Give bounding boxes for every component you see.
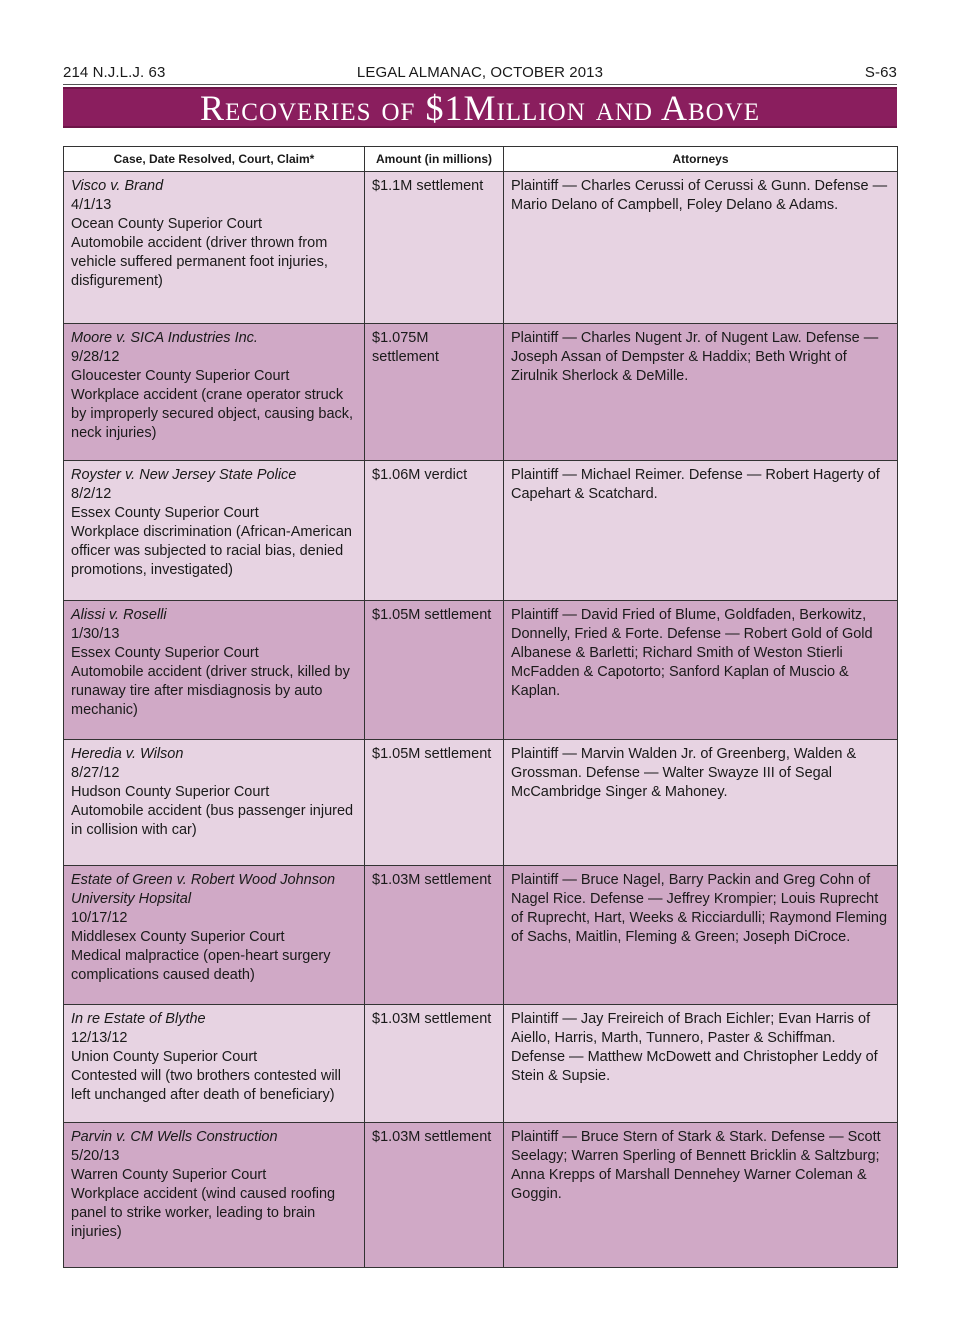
date-resolved: 10/17/12	[71, 910, 128, 926]
attorneys-cell: Plaintiff — Bruce Nagel, Barry Packin and Greg Cohn of Nagel Rice. Defense — Jeffrey Krompier; Louis Ruprecht of Ruprecht, Hart, Weeks & Ricciardulli; Raymond Fleming of Sachs, Maitlin, Fleming & Green; Joseph DiCroce.	[504, 866, 898, 1005]
date-resolved: 1/30/13	[71, 626, 120, 642]
attorneys-cell: Plaintiff — Jay Freireich of Brach Eichler; Evan Harris of Aiello, Harris, Marth, Tunnero, Paster & Schiffman. Defense — Matthew McDowett and Christopher Leddy of Stein & Supsie.	[504, 1005, 898, 1123]
court: Hudson County Superior Court	[71, 784, 270, 800]
date-resolved: 5/20/13	[71, 1148, 120, 1164]
case-name: Visco v. Brand	[71, 178, 164, 194]
table-row	[64, 1123, 898, 1268]
claim: Workplace accident (wind caused roofing panel to strike worker, leading to brain injuries)	[71, 1186, 336, 1240]
table-row	[64, 172, 898, 324]
amount-cell: $1.03M settlement	[365, 866, 504, 1005]
case-name: Estate of Green v. Robert Wood Johnson University Hopsital	[71, 872, 336, 907]
court: Essex County Superior Court	[71, 505, 259, 521]
date-resolved: 12/13/12	[71, 1030, 128, 1046]
case-name: Royster v. New Jersey State Police	[71, 467, 297, 483]
amount-cell: $1.05M settlement	[365, 740, 504, 866]
case-cell	[64, 324, 365, 461]
attorneys-cell: Plaintiff — David Fried of Blume, Goldfaden, Berkowitz, Donnelly, Fried & Forte. Defense — Robert Gold of Gold Albanese & Barletti; Richard Smith of Weston Stierli McFadden & Capotorto; Sanford Kaplan of Muscio & Kaplan.	[504, 601, 898, 740]
case-name: Parvin v. CM Wells Construction	[71, 1129, 278, 1145]
column-header-amount: Amount (in millions)	[365, 147, 504, 172]
table-row	[64, 1005, 898, 1123]
page-number: S-63	[864, 64, 897, 81]
amount-cell: $1.03M settlement	[365, 1123, 504, 1268]
claim: Medical malpractice (open-heart surgery complications caused death)	[71, 948, 331, 983]
publication-title: LEGAL ALMANAC, OCTOBER 2013	[356, 64, 604, 81]
running-head	[63, 64, 897, 84]
court: Middlesex County Superior Court	[71, 929, 285, 945]
table-row	[64, 324, 898, 461]
court: Gloucester County Superior Court	[71, 368, 290, 384]
table-row	[64, 866, 898, 1005]
attorneys-cell: Plaintiff — Charles Nugent Jr. of Nugent Law. Defense — Joseph Assan of Dempster & Haddix; Beth Wright of Zirulnik Sherlock & DeMille.	[504, 324, 898, 461]
amount-cell: $1.05M settlement	[365, 601, 504, 740]
case-cell	[64, 461, 365, 601]
section-banner	[63, 87, 897, 128]
date-resolved: 8/27/12	[71, 765, 120, 781]
claim: Automobile accident (driver thrown from vehicle suffered permanent foot injuries, disfigurement)	[71, 235, 328, 289]
case-name: In re Estate of Blythe	[71, 1011, 206, 1027]
case-cell	[64, 740, 365, 866]
amount-cell: $1.06M verdict	[365, 461, 504, 601]
case-cell	[64, 1123, 365, 1268]
claim: Automobile accident (driver struck, killed by runaway tire after misdiagnosis by auto mechanic)	[71, 664, 350, 718]
column-header-case: Case, Date Resolved, Court, Claim*	[64, 147, 365, 172]
claim: Automobile accident (bus passenger injured in collision with car)	[71, 803, 354, 838]
attorneys-cell: Plaintiff — Charles Cerussi of Cerussi & Gunn. Defense — Mario Delano of Campbell, Foley Delano & Adams.	[504, 172, 898, 324]
date-resolved: 8/2/12	[71, 486, 112, 502]
claim: Workplace accident (crane operator struck by improperly secured object, causing back, neck injuries)	[71, 387, 354, 441]
attorneys-cell: Plaintiff — Michael Reimer. Defense — Robert Hagerty of Capehart & Scatchard.	[504, 461, 898, 601]
case-cell	[64, 601, 365, 740]
table-row	[64, 601, 898, 740]
claim: Contested will (two brothers contested will left unchanged after death of beneficiary)	[71, 1068, 341, 1103]
amount-cell: $1.1M settlement	[365, 172, 504, 324]
case-cell	[64, 1005, 365, 1123]
column-header-attorneys: Attorneys	[504, 147, 898, 172]
court: Essex County Superior Court	[71, 645, 259, 661]
claim: Workplace discrimination (African-American officer was subjected to racial bias, denied promotions, investigated)	[71, 524, 352, 578]
table-row	[64, 740, 898, 866]
court: Ocean County Superior Court	[71, 216, 263, 232]
amount-cell: $1.075M settlement	[365, 324, 504, 461]
table-header-row	[64, 147, 898, 172]
court: Union County Superior Court	[71, 1049, 258, 1065]
section-title: Recoveries of $1Million and Above	[199, 88, 760, 128]
date-resolved: 4/1/13	[71, 197, 112, 213]
case-cell	[64, 866, 365, 1005]
header-rule	[63, 84, 897, 85]
court: Warren County Superior Court	[71, 1167, 267, 1183]
case-cell	[64, 172, 365, 324]
attorneys-cell: Plaintiff — Marvin Walden Jr. of Greenberg, Walden & Grossman. Defense — Walter Swayze III of Segal McCambridge Singer & Mahoney.	[504, 740, 898, 866]
recoveries-table	[63, 146, 898, 1268]
amount-cell: $1.03M settlement	[365, 1005, 504, 1123]
journal-citation: 214 N.J.L.J. 63	[63, 64, 166, 81]
date-resolved: 9/28/12	[71, 349, 120, 365]
table-row	[64, 461, 898, 601]
case-name: Heredia v. Wilson	[71, 746, 184, 762]
case-name: Alissi v. Roselli	[71, 607, 167, 623]
case-name: Moore v. SICA Industries Inc.	[71, 330, 258, 346]
attorneys-cell: Plaintiff — Bruce Stern of Stark & Stark. Defense — Scott Seelagy; Warren Sperling of Bennett Bricklin & Saltzburg; Anna Krepps of Marshall Dennehey Warner Coleman & Goggin.	[504, 1123, 898, 1268]
